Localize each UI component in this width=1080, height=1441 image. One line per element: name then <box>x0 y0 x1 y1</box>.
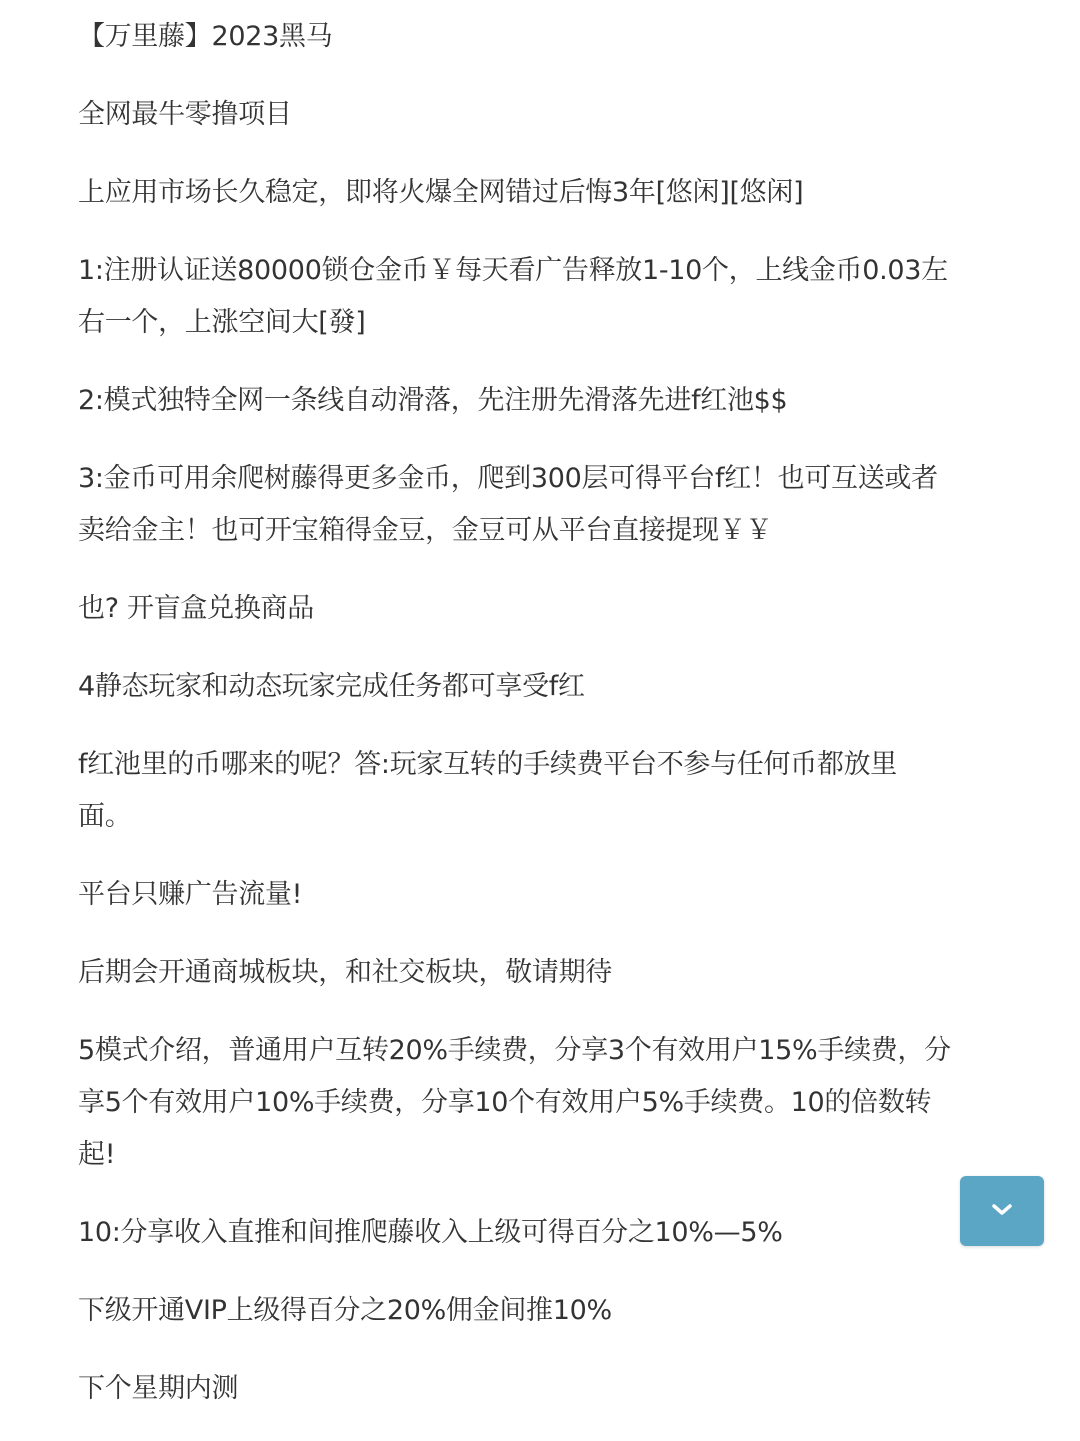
text-line: 下级开通VIP上级得百分之20%佣金间推10% <box>78 1295 612 1326</box>
paragraph <box>78 1285 1038 1337</box>
text-line: 【万里藤】2023黑马 <box>78 21 333 52</box>
paragraph <box>78 89 1038 141</box>
text-line: 平台只赚广告流量! <box>78 879 303 910</box>
text-line: 4静态玩家和动态玩家完成任务都可享受f红 <box>78 671 585 702</box>
text-line: 也? 开盲盒兑换商品 <box>78 593 314 624</box>
paragraph <box>78 583 1038 635</box>
paragraph <box>78 245 1038 349</box>
paragraph <box>78 375 1038 427</box>
text-line: 1:注册认证送80000锁仓金币￥每天看广告释放1-10个，上线金币0.03左 <box>78 255 948 286</box>
text-line: 享5个有效用户10%手续费，分享10个有效用户5%手续费。10的倍数转 <box>78 1087 932 1118</box>
text-line: 下个星期内测 <box>78 1373 239 1404</box>
scroll-down-button[interactable] <box>960 1176 1044 1246</box>
text-line: 3:金币可用余爬树藤得更多金币，爬到300层可得平台f红！也可互送或者 <box>78 463 938 494</box>
text-line: 右一个，上涨空间大[發] <box>78 307 366 338</box>
chevron-down-icon <box>991 1202 1013 1221</box>
paragraph <box>78 947 1038 999</box>
paragraph <box>78 453 1038 557</box>
text-line: 2:模式独特全网一条线自动滑落，先注册先滑落先进f红池$$ <box>78 385 788 416</box>
paragraph <box>78 1207 1038 1259</box>
paragraph <box>78 167 1038 219</box>
text-line: 起! <box>78 1139 116 1170</box>
text-line: f红池里的币哪来的呢？答:玩家互转的手续费平台不参与任何币都放里 <box>78 749 898 780</box>
paragraph <box>78 661 1038 713</box>
text-line: 卖给金主！也可开宝箱得金豆，金豆可从平台直接提现￥￥ <box>78 515 773 546</box>
paragraph <box>78 1363 1038 1415</box>
paragraph <box>78 869 1038 921</box>
text-line: 5模式介绍，普通用户互转20%手续费，分享3个有效用户15%手续费，分 <box>78 1035 951 1066</box>
text-line: 全网最牛零撸项目 <box>78 99 292 130</box>
paragraph <box>78 11 1038 63</box>
text-line: 后期会开通商城板块，和社交板块，敬请期待 <box>78 957 612 988</box>
article-body <box>78 11 1038 1441</box>
text-line: 10:分享收入直推和间推爬藤收入上级可得百分之10%—5% <box>78 1217 783 1248</box>
paragraph <box>78 739 1038 843</box>
text-line: 面。 <box>78 801 132 832</box>
text-line: 上应用市场长久稳定，即将火爆全网错过后悔3年[悠闲][悠闲] <box>78 177 804 208</box>
paragraph <box>78 1025 1038 1181</box>
